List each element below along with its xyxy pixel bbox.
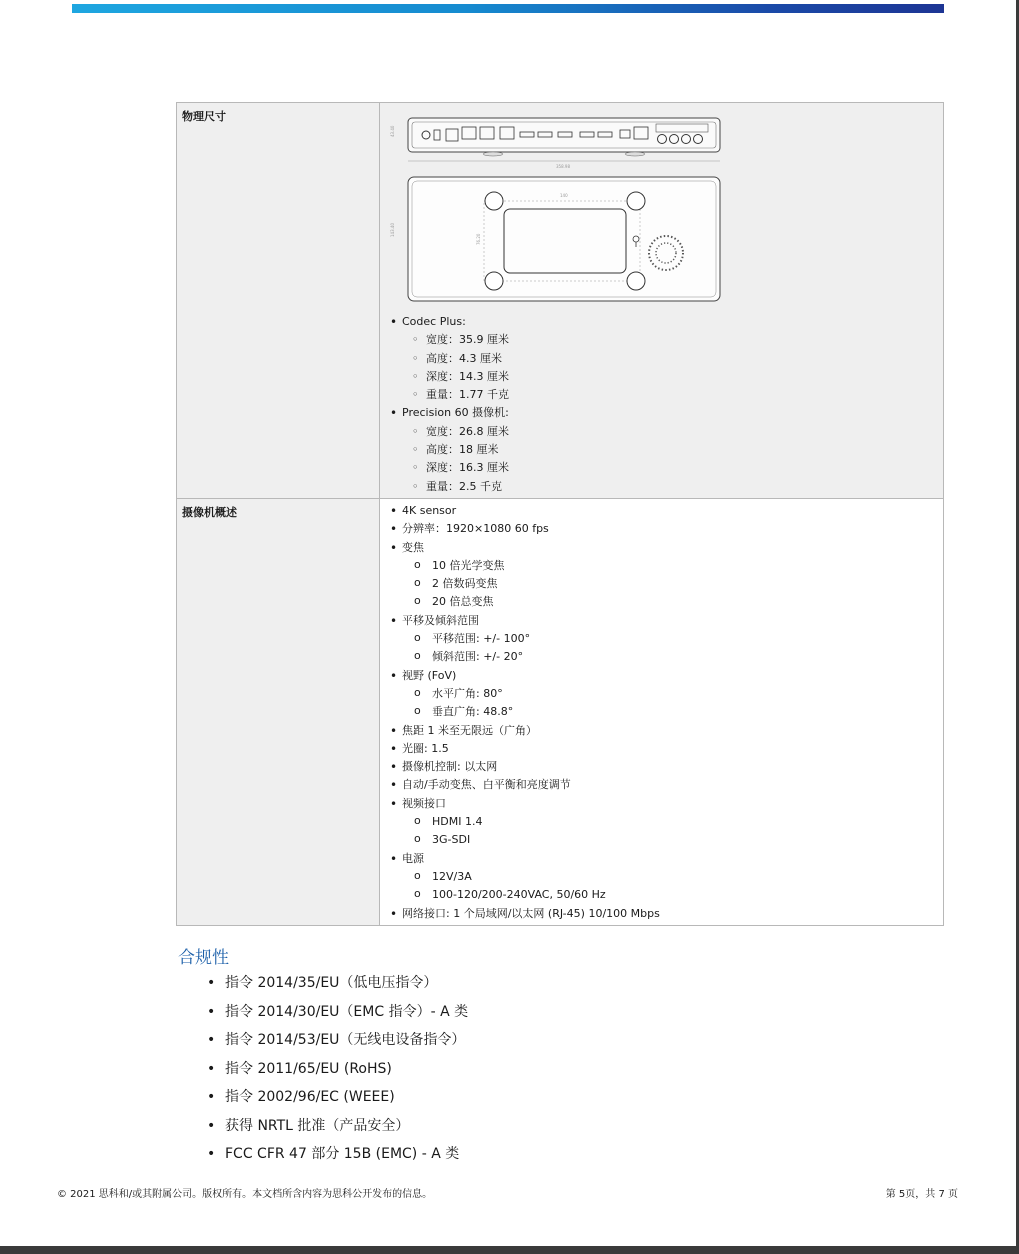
sub-item: ◦ 重量：1.77 千克 (402, 386, 943, 404)
sub-item: o 平移范围: +/- 100° (402, 630, 943, 648)
sub-item: ◦ 宽度：26.8 厘米 (402, 423, 943, 441)
item-text: 变焦 (402, 540, 424, 554)
spec-row-dimensions (177, 103, 944, 499)
sub-item: ◦ 高度：4.3 厘米 (402, 350, 943, 368)
spec-table (176, 102, 944, 926)
item-text: 平移及倾斜范围 (402, 613, 479, 627)
sub-item: o 100-120/200-240VAC, 50/60 Hz (402, 886, 943, 904)
item-text: 视野 (FoV) (402, 668, 457, 682)
row-content-dimensions (380, 103, 944, 499)
row-label-dimensions: 物理尺寸 (177, 103, 380, 499)
sub-item: ◦ 宽度：35.9 厘米 (402, 331, 943, 349)
item-text: 4K sensor (402, 503, 457, 517)
item-text: Codec Plus: (402, 315, 466, 328)
item-text: 分辨率：1920×1080 60 fps (402, 522, 549, 536)
compliance-item: • 获得 NRTL 批准（产品安全） (207, 1113, 468, 1142)
compliance-item: • 指令 2014/30/EU（EMC 指令）- A 类 (207, 999, 468, 1028)
dimensions-list (390, 313, 943, 496)
camera-spec-item (390, 667, 943, 722)
svg-text:143.40: 143.40 (390, 223, 395, 237)
svg-text:358.98: 358.98 (556, 164, 570, 169)
item-text: 自动/手动变焦、白平衡和亮度调节 (402, 778, 571, 792)
compliance-item: • FCC CFR 47 部分 15B (EMC) - A 类 (207, 1141, 468, 1170)
sub-item: o 水平广角: 80° (402, 685, 943, 703)
camera-spec-item (390, 740, 943, 758)
svg-text:140: 140 (560, 193, 568, 198)
compliance-item: • 指令 2011/65/EU (RoHS) (207, 1056, 468, 1085)
sub-item: o 20 倍总变焦 (402, 593, 943, 611)
footer-page-number: 第 5页，共 7 页 (885, 1189, 958, 1200)
camera-spec-item (390, 539, 943, 612)
sub-item: o 10 倍光学变焦 (402, 557, 943, 575)
sub-item: ◦ 重量：2.5 千克 (402, 478, 943, 496)
compliance-heading: 合规性 (178, 948, 229, 968)
sub-item: ◦ 深度：14.3 厘米 (402, 368, 943, 386)
sub-item: o HDMI 1.4 (402, 813, 943, 831)
dimension-item (390, 404, 943, 495)
row-label-camera: 摄像机概述 (177, 498, 380, 925)
spec-row-camera (177, 498, 944, 925)
row-content-camera (380, 498, 944, 925)
dimension-drawing (390, 103, 943, 309)
camera-spec-item (390, 905, 943, 923)
viewer-bottom-edge (0, 1246, 1019, 1254)
camera-spec-item (390, 502, 943, 520)
sub-item: ◦ 高度：18 厘米 (402, 441, 943, 459)
header-accent-bar (72, 4, 944, 13)
sub-item: o 12V/3A (402, 868, 943, 886)
item-text: 光圈: 1.5 (402, 741, 449, 755)
sub-item: o 3G-SDI (402, 831, 943, 849)
item-text: 摄像机控制: 以太网 (402, 760, 498, 774)
camera-spec-item (390, 612, 943, 667)
sub-item: o 倾斜范围: +/- 20° (402, 648, 943, 666)
sub-item: o 2 倍数码变焦 (402, 575, 943, 593)
item-text: 焦距 1 米至无限远（广角） (402, 723, 537, 737)
camera-spec-item (390, 722, 943, 740)
compliance-list (207, 970, 468, 1170)
compliance-item: • 指令 2014/35/EU（低电压指令） (207, 970, 468, 999)
item-text: 视频接口 (402, 796, 446, 810)
camera-spec-item (390, 850, 943, 905)
camera-spec-item (390, 520, 943, 538)
codec-dimension-diagram (390, 115, 730, 305)
camera-spec-item (390, 776, 943, 794)
sub-item: ◦ 深度：16.3 厘米 (402, 459, 943, 477)
dimension-item (390, 313, 943, 404)
camera-spec-list (390, 502, 943, 923)
compliance-item: • 指令 2014/53/EU（无线电设备指令） (207, 1027, 468, 1056)
item-text: 网络接口: 1 个局域网/以太网 (RJ-45) 10/100 Mbps (402, 906, 660, 920)
footer-copyright: © 2021 思科和/或其附属公司。版权所有。本文档所含内容为思科公开发布的信息。 (57, 1189, 433, 1200)
sub-item: o 垂直广角: 48.8° (402, 703, 943, 721)
camera-spec-item (390, 758, 943, 776)
camera-spec-item (390, 795, 943, 850)
svg-text:76.20: 76.20 (476, 233, 481, 245)
item-text: 电源 (402, 851, 424, 865)
item-text: Precision 60 摄像机: (402, 406, 509, 420)
svg-text:43.40: 43.40 (390, 125, 395, 137)
compliance-item: • 指令 2002/96/EC (WEEE) (207, 1084, 468, 1113)
